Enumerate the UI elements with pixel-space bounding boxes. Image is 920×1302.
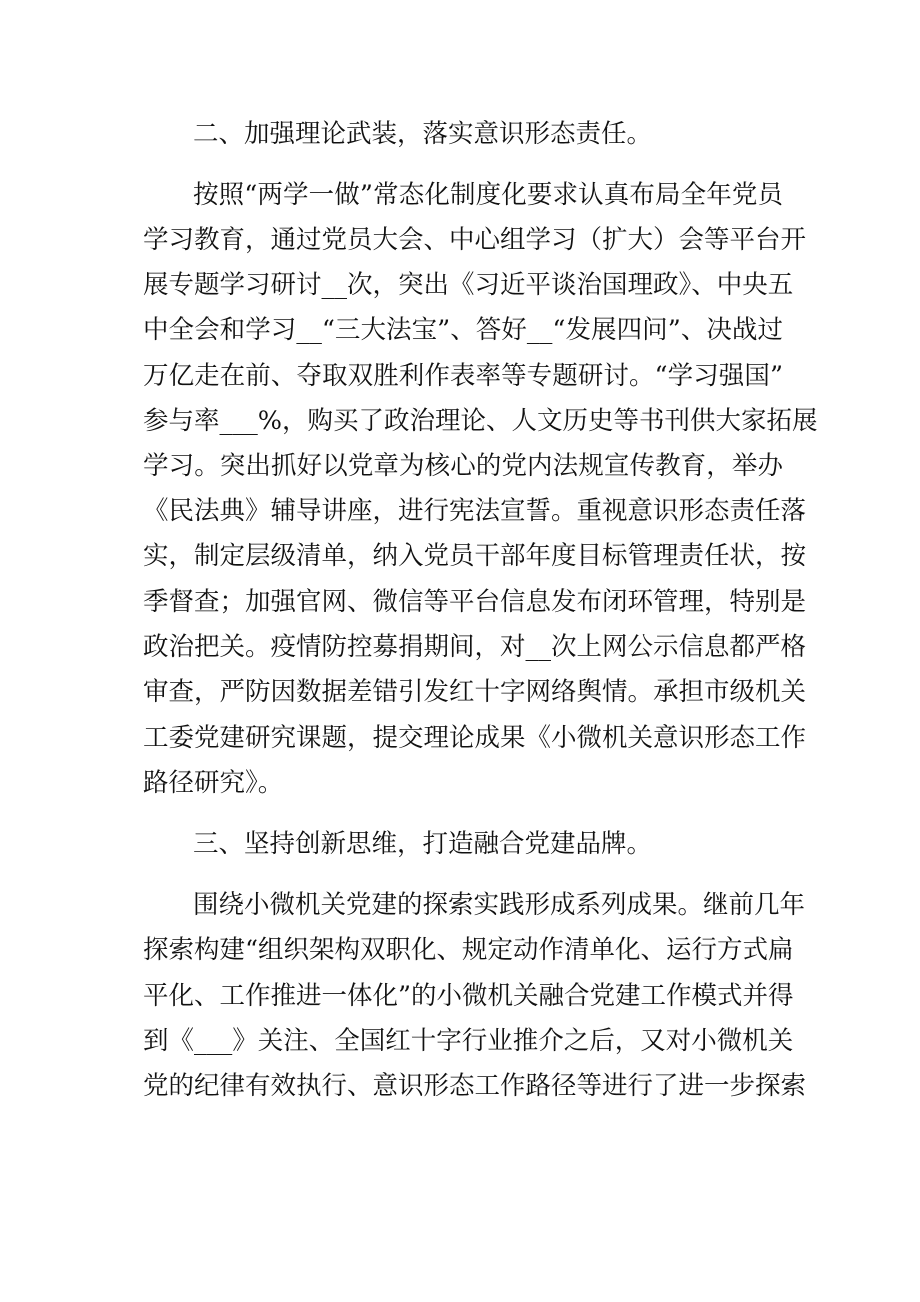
paragraph-line: 政治把关。疫情防控募捐期间，对__次上网公示信息都严格 bbox=[143, 632, 807, 662]
paragraph-line: 路径研究》。 bbox=[143, 768, 284, 798]
paragraph-line: 实，制定层级清单，纳入党员干部年度目标管理责任状，按 bbox=[143, 541, 807, 571]
paragraph-line: 审查，严防因数据差错引发红十字网络舆情。承担市级机关 bbox=[143, 677, 807, 707]
paragraph-line: 中全会和学习__“三大法宝”、答好__“发展四问”、决战过 bbox=[143, 315, 783, 345]
paragraph-line: 到《___》关注、全国红十字行业推介之后，又对小微机关 bbox=[143, 1026, 794, 1056]
paragraph-line: 工委党建研究课题，提交理论成果《小微机关意识形态工作 bbox=[143, 723, 807, 753]
paragraph-line: 学习教育，通过党员大会、中心组学习（扩大）会等平台开 bbox=[143, 225, 807, 255]
paragraph-line: 《民法典》辅导讲座，进行宪法宣誓。重视意识形态责任落 bbox=[143, 496, 807, 526]
paragraph-line: 探索构建“组织架构双职化、规定动作清单化、运行方式扁 bbox=[143, 935, 794, 965]
paragraph-line: 展专题学习研讨__次，突出《习近平谈治国理政》、中央五 bbox=[143, 270, 794, 300]
paragraph-line: 平化、工作推进一体化”的小微机关融合党建工作模式并得 bbox=[143, 981, 794, 1011]
paragraph-line: 学习。突出抓好以党章为核心的党内法规宣传教育，举办 bbox=[143, 451, 783, 481]
paragraph-line: 党的纪律有效执行、意识形态工作路径等进行了进一步探索 bbox=[143, 1071, 807, 1101]
paragraph-line: 按照“两学一做”常态化制度化要求认真布局全年党员 bbox=[193, 180, 783, 210]
paragraph-line: 围绕小微机关党建的探索实践形成系列成果。继前几年 bbox=[193, 890, 806, 920]
section-2-heading: 二、加强理论武装，落实意识形态责任。 bbox=[193, 119, 653, 149]
paragraph-line: 万亿走在前、夺取双胜利作表率等专题研讨。“学习强国” bbox=[143, 361, 783, 391]
paragraph-line: 季督查；加强官网、微信等平台信息发布闭环管理，特别是 bbox=[143, 587, 807, 617]
paragraph-line: 参与率___%，购买了政治理论、人文历史等书刊供大家拓展 bbox=[143, 406, 818, 436]
section-3-heading: 三、坚持创新思维，打造融合党建品牌。 bbox=[193, 829, 653, 859]
